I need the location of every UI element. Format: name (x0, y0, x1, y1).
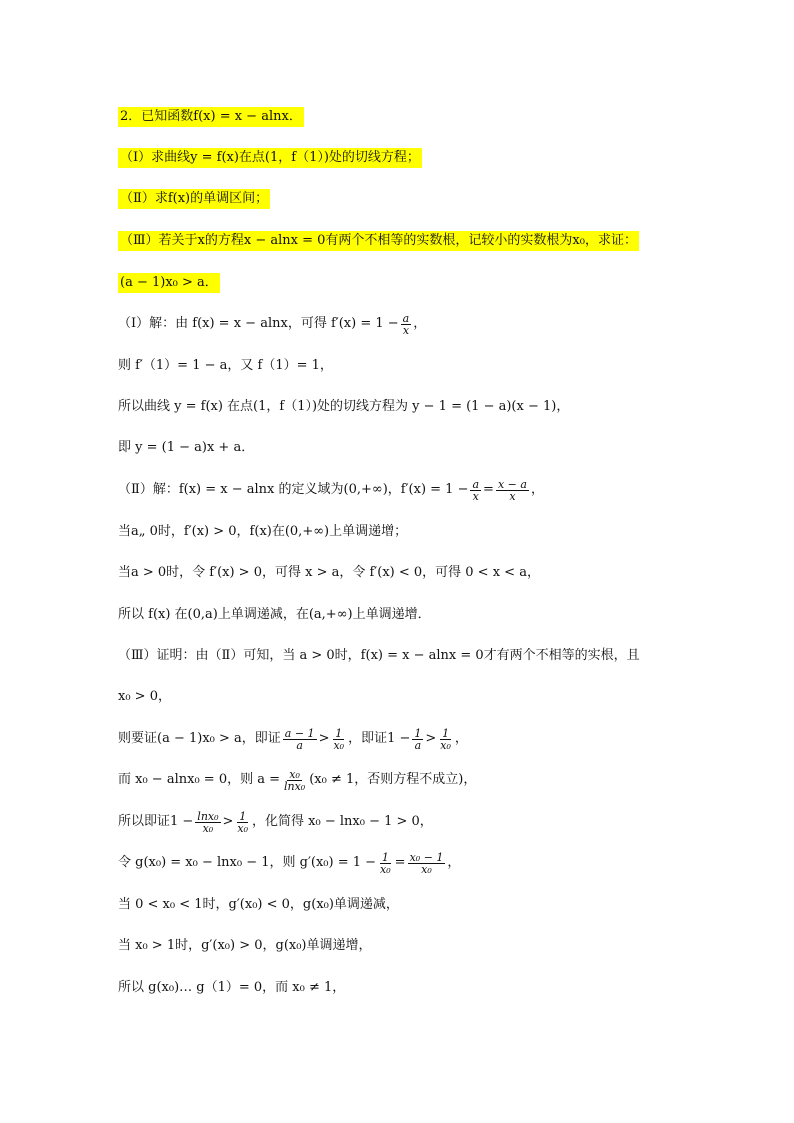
solution-line-6 (118, 522, 407, 542)
fraction-numerator: a − 1 (284, 726, 315, 740)
fraction (438, 728, 453, 751)
fraction-denominator: lnx₀ (284, 779, 306, 793)
s14-pre: 令 g(x₀) = x₀ − lnx₀ − 1，则 g′(x₀) = 1 − (118, 855, 377, 870)
fraction-numerator: 1 (381, 850, 389, 864)
s11-post: ， (454, 731, 468, 746)
s10-text: x₀ > 0， (118, 689, 171, 704)
fraction-numerator: x₀ (289, 767, 300, 781)
fraction-numerator: 1 (239, 809, 247, 823)
s16-text: 当 x₀ > 1时，g′(x₀) > 0，g(x₀)单调递增， (118, 938, 372, 953)
fraction-numerator: 1 (442, 726, 450, 740)
fraction-denominator: x (509, 489, 516, 503)
fraction-denominator: x (472, 489, 479, 503)
fraction (235, 811, 250, 834)
s1-pre: （Ⅰ）解：由 f(x) = x − alnx，可得 f′(x) = 1 − (118, 316, 399, 331)
solution-line-13 (118, 809, 433, 835)
fraction-denominator: x₀ (202, 821, 214, 835)
fraction-numerator: x − a (497, 477, 527, 491)
s3-text: 所以曲线 y = f(x) 在点(1，f（1）)处的切线方程为 y − 1 = (1 − a)(x − 1)， (118, 399, 570, 414)
question-3-cont-text: (a − 1)x₀ > a． (118, 273, 220, 293)
s15-text: 当 0 < x₀ < 1时，g′(x₀) < 0，g(x₀)单调递减， (118, 897, 399, 912)
fraction-denominator: x₀ (421, 862, 432, 876)
solution-line-2 (118, 356, 333, 376)
fraction-numerator: lnx₀ (197, 809, 219, 823)
s5-mid: = (483, 482, 494, 497)
solution-line-11 (118, 726, 468, 752)
s13-mid: > (222, 814, 234, 829)
question-2 (118, 189, 270, 209)
problem-title (118, 107, 304, 127)
s5-post: ， (530, 482, 544, 497)
solution-line-4 (118, 438, 254, 458)
s4-text: 即 y = (1 − a)x + a． (118, 440, 255, 455)
fraction-denominator: a (296, 738, 303, 752)
fraction-numerator: a (472, 477, 480, 491)
fraction-denominator: x (402, 323, 410, 337)
solution-line-16 (118, 936, 372, 956)
s8-text: 所以 f(x) 在(0,a)上单调递减，在(a,+∞)上单调递增． (118, 607, 431, 622)
fraction (470, 479, 481, 502)
s9-text: （Ⅲ）证明：由（Ⅱ）可知，当 a > 0时，f(x) = x − alnx = 0才有两个不相等的实根，且 (118, 648, 640, 663)
solution-line-15 (118, 895, 399, 915)
s13-post: ，化简得 x₀ − lnx₀ − 1 > 0， (252, 814, 433, 829)
s11-pre: 则要证(a − 1)x₀ > a，即证 (118, 731, 281, 746)
s11-mid3: > (425, 731, 437, 746)
question-3 (118, 231, 639, 251)
s17-text: 所以 g(x₀)… g（1）= 0，而 x₀ ≠ 1， (118, 980, 346, 995)
fraction-denominator: x₀ (237, 821, 249, 835)
s14-post: ， (447, 855, 461, 870)
s14-mid: = (394, 855, 406, 870)
solution-line-8 (118, 605, 431, 625)
fraction (378, 852, 393, 875)
question-1 (118, 148, 422, 168)
s13-pre: 所以即证1 − (118, 814, 194, 829)
question-2-text: （Ⅱ）求f(x)的单调区间； (118, 189, 270, 209)
fraction-numerator: x₀ − 1 (409, 850, 444, 864)
solution-line-12 (118, 767, 477, 793)
s5-pre: （Ⅱ）解：f(x) = x − alnx 的定义域为(0,+∞)，f′(x) = 1 − (118, 482, 469, 497)
question-3-text: （Ⅲ）若关于x的方程x − alnx = 0有两个不相等的实数根，记较小的实数根为x₀，求证： (118, 231, 639, 251)
fraction (408, 852, 446, 875)
fraction (496, 479, 529, 502)
fraction-numerator: 1 (414, 726, 422, 740)
question-3-cont (118, 273, 220, 293)
s2-text: 则 f′（1）= 1 − a，又 f（1）= 1， (118, 358, 333, 373)
solution-line-9 (118, 646, 640, 666)
fraction (331, 728, 346, 751)
fraction (282, 769, 307, 792)
s7-text: 当a > 0时，令 f′(x) > 0，可得 x > a，令 f′(x) < 0，可得 0 < x < a， (118, 565, 540, 580)
solution-line-5 (118, 477, 544, 503)
question-1-text: （Ⅰ）求曲线y = f(x)在点(1，f（1）)处的切线方程； (118, 148, 422, 168)
s11-mid2: ，即证1 − (348, 731, 411, 746)
s6-text: 当a„ 0时，f′(x) > 0，f(x)在(0,+∞)上单调递增； (118, 524, 408, 539)
s12-pre: 而 x₀ − alnx₀ = 0，则 a = (118, 772, 280, 787)
solution-line-1 (118, 311, 427, 337)
fraction (283, 728, 317, 751)
s11-mid: > (318, 731, 330, 746)
fraction-denominator: x₀ (440, 738, 451, 752)
solution-line-17 (118, 978, 345, 998)
fraction (195, 811, 220, 834)
fraction-denominator: x₀ (333, 738, 345, 752)
s1-post: ， (413, 316, 427, 331)
fraction-numerator: a (402, 311, 410, 325)
fraction-numerator: 1 (335, 726, 343, 740)
solution-line-10 (118, 687, 171, 707)
fraction-denominator: x₀ (380, 862, 391, 876)
s12-post: (x₀ ≠ 1，否则方程不成立)， (309, 772, 477, 787)
fraction (412, 728, 423, 751)
solution-line-7 (118, 563, 540, 583)
fraction-denominator: a (414, 738, 422, 752)
solution-line-14 (118, 850, 461, 876)
fraction (401, 313, 412, 336)
problem-title-text: 2．已知函数f(x) = x − alnx． (118, 107, 304, 127)
solution-line-3 (118, 397, 569, 417)
